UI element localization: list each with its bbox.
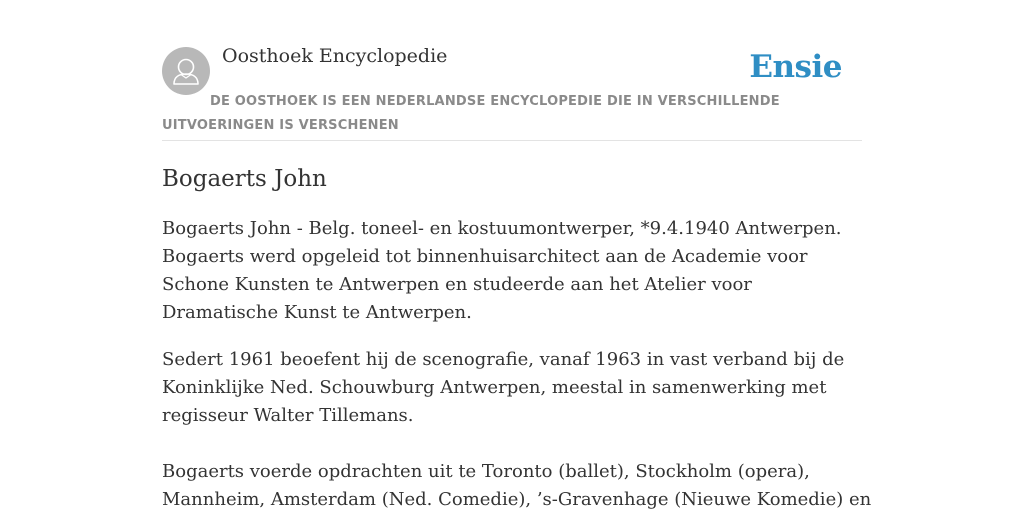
- article: [162, 160, 872, 512]
- article-paragraph: Sedert 1961 beoefent hij de scenografie, vanaf 1963 in vast verband bij de Koninklijke Ned. Schouwburg Antwerpen, meestal in samenwerking met regisseur Walter Tillemans.: [162, 349, 845, 426]
- site-title[interactable]: Oosthoek Encyclopedie: [222, 45, 448, 67]
- avatar[interactable]: [162, 47, 210, 95]
- article-paragraph: Bogaerts voerde opdrachten uit te Toronto (ballet), Stockholm (opera), Mannheim, Amsterdam (Ned. Comedie), ’s-Gravenhage (Nieuwe Komedie) en: [162, 461, 872, 510]
- site-header: [162, 44, 862, 141]
- article-title: Bogaerts John: [162, 166, 327, 192]
- article-paragraph: Bogaerts John - Belg. toneel- en kostuumontwerper, *9.4.1940 Antwerpen. Bogaerts werd opgeleid tot binnenhuisarchitect aan de Academie voor Schone Kunsten te Antwerpen en studeerde aan het Atelier voor Dramatische Kunst te Antwerpen.: [162, 218, 842, 323]
- site-tagline: DE OOSTHOEK IS EEN NEDERLANDSE ENCYCLOPEDIE DIE IN VERSCHILLENDE UITVOERINGEN IS VERSCHENEN: [162, 94, 780, 133]
- brand-logo[interactable]: Ensie: [749, 49, 842, 85]
- user-icon: [162, 47, 210, 95]
